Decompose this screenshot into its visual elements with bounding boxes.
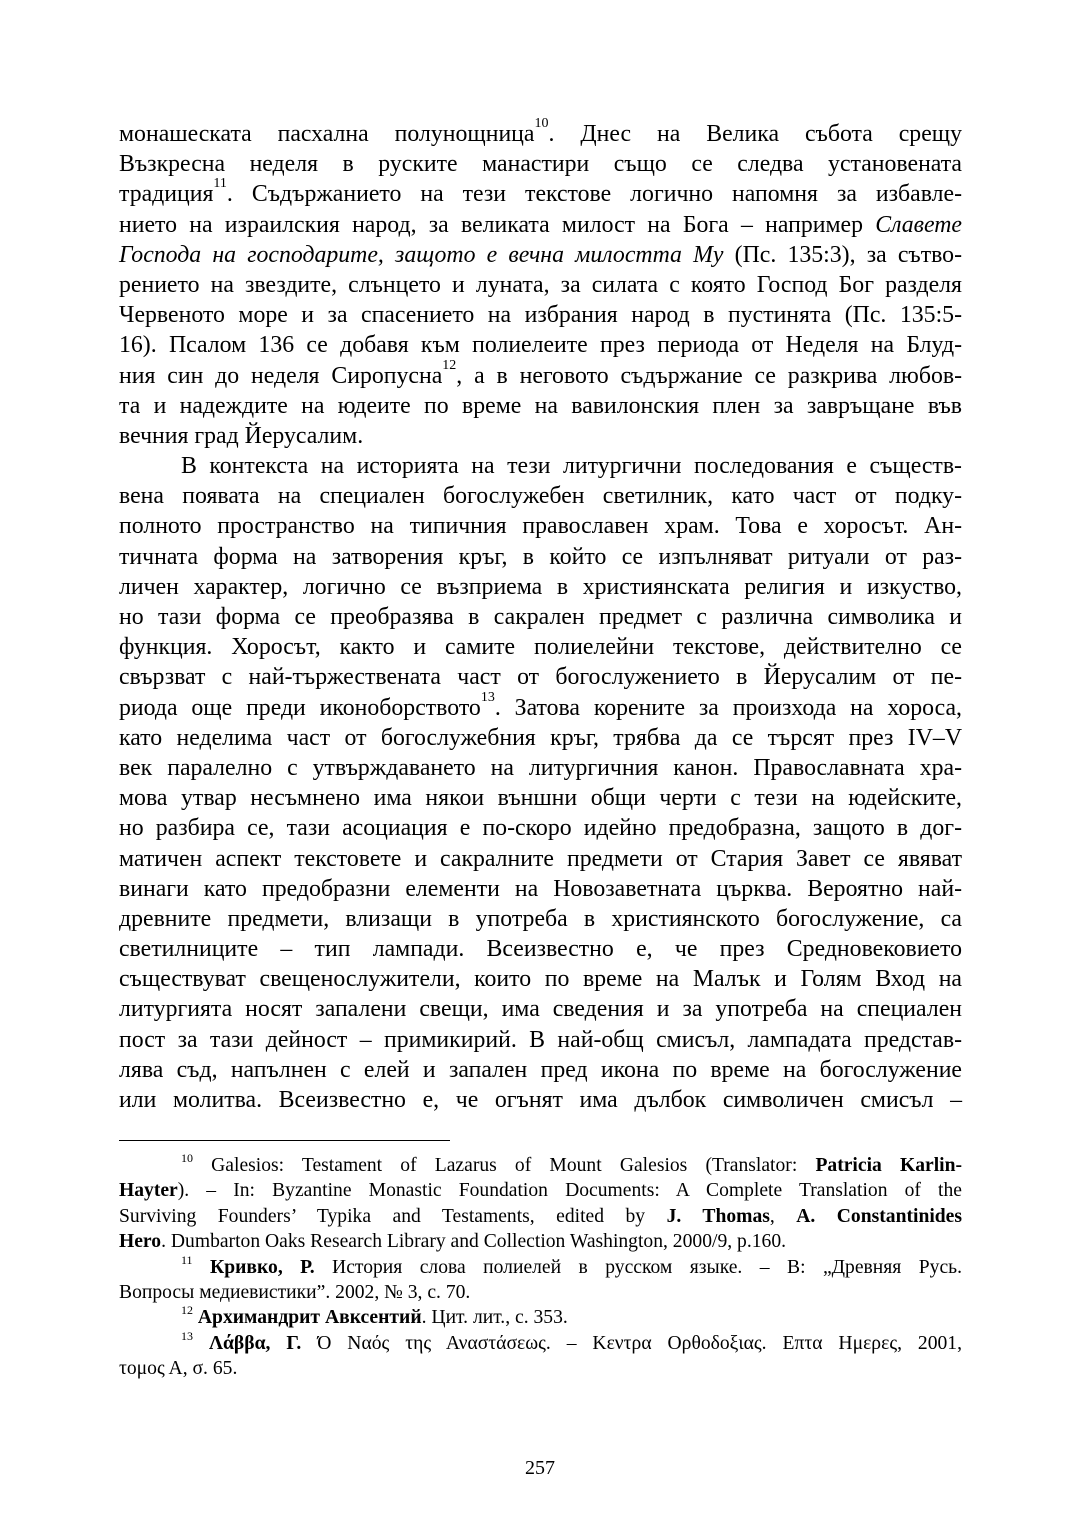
footnote-11: $^{11}$ Кривко, Р. История слова полиелей в русском языке. – В: „Древняя Русь. [181, 1252, 962, 1278]
author-name: Hero [119, 1231, 162, 1253]
footnote-12: $^{12}$ Архимандрит Авксентий. Цит. лит., с. 353. [181, 1303, 568, 1329]
text-line: полното пространство на типичния православен храм. Това е хоросът. Ан- [119, 513, 962, 540]
text-line: лява съд, напълнен с елей и запален пред икона по време на богослужение [119, 1056, 962, 1083]
footnote-ref-10[interactable]: 10 [534, 116, 549, 131]
text-line: век паралелно с утвърждаването на литургичния канон. Православната хра- [119, 754, 962, 781]
author-name: Patricia Karlin- [815, 1155, 963, 1176]
text-line: личен характер, логично се възприема в християнската религия и изкуство, [119, 573, 962, 600]
text-line: вечния град Йерусалим. [119, 422, 364, 449]
text-line: тичната форма на затворения кръг, в който се изпълняват ритуали от раз- [119, 543, 962, 570]
text-line: ния син до неделя Сиропусна$^{12}$, а в неговото съдържание се разкрива любов- [119, 357, 963, 389]
text-line: но тази форма се преобразява в сакрален предмет с различна символика и [119, 604, 962, 630]
text-line: пост за тази дейност – примикирий. В най-общ смисъл, лампадата представ- [119, 1026, 962, 1053]
text-line: та и надеждите на юдеите по време на вавилонския плен за завръщане във [119, 392, 962, 419]
text-line: светилниците – тип лампади. Всеизвестно е, че през Средновековието [119, 936, 962, 963]
text-line: вена появата на специален богослужебен светилник, като част от подку- [119, 483, 962, 510]
footnote-10: $^{10}$ Galesios: Testament of Lazarus of Mount Galesios (Translator: Patricia Karlin- [181, 1151, 963, 1176]
author-name: Λάββα, Γ. [208, 1332, 302, 1354]
author-name: A. Constantinides [796, 1205, 963, 1227]
text-line: но разбира се, тази асоциация е по-скоро идейно предобразна, защото в дог- [119, 815, 962, 842]
text-line: винаги като предобразни елементи на Новозаветната църква. Вероятно най- [119, 875, 962, 902]
footnote-ref-11[interactable]: 11 [213, 176, 227, 192]
footnote-13: $^{13}$ Λάββα, Γ. Ό Ναός της Αναστάσεως. – Κεντρα Ορθοδοξιας. Επτα Ημερες, 2001, [181, 1328, 962, 1354]
text-line: рението на звездите, слънцето и луната, за силата с която Господ Бог разделя [119, 271, 962, 298]
text-line: риода още преди иконоборството$^{13}$. Затова корените за произхода на хороса, [119, 689, 962, 721]
footnote-number: 10 [181, 1151, 193, 1165]
text-line: 16). Псалом 136 се добавя към полиелеите през периода от Неделя на Блуд- [119, 332, 962, 359]
footnote-ref-12[interactable]: 12 [442, 357, 457, 373]
text-line: Червеното море и за спасението на избрания народ в пустинята (Пс. 135:5- [119, 302, 962, 329]
text-line: Възкресна неделя в руските манастири също се следва установената [119, 151, 962, 178]
text-line: свързват с най-тържествената част от богослужението в Йерусалим от пе- [119, 664, 962, 691]
text-line: функция. Хоросът, както и самите полиелейни текстове, действително се [119, 634, 962, 661]
footnotes [119, 1153, 962, 1382]
footnote-number: 11 [181, 1252, 193, 1267]
text-line: матичен аспект текстовете и сакралните предмети от Стария Завет се явяват [119, 845, 962, 872]
footnote-line: Вопросы медиевистики”. 2002, № 3, с. 70. [119, 1281, 471, 1303]
italic-quote: Славете [875, 211, 962, 238]
paragraph-start-line: В контекста на историята на тези литургични последования е съществ- [181, 453, 962, 480]
footnote-number: 12 [181, 1303, 193, 1318]
footnote-divider [119, 1140, 450, 1141]
author-name: Кривко, Р. [210, 1256, 315, 1278]
footnote-line: Hero. Dumbarton Oaks Research Library and Collection Washington, 2000/9, p.160. [119, 1231, 787, 1253]
footnote-ref-13[interactable]: 13 [480, 689, 495, 705]
author-name: Hayter [119, 1180, 178, 1202]
text-line: съществуват свещенослужители, които по време на Малък и Голям Вход на [119, 966, 962, 993]
footnote-line: Hayter). – In: Byzantine Monastic Foundation Documents: A Complete Translation of the [119, 1180, 962, 1202]
italic-quote: Господа на господарите, защото е вечна милостта Му [119, 241, 724, 268]
body-text [119, 116, 963, 1115]
text-line: нието на израилския народ, за великата милост на Бога – например Славете [119, 211, 962, 238]
footnote-line: Surviving Founders’ Typika and Testaments, edited by J. Thomas, A. Constantinides [119, 1205, 963, 1227]
page-number: 257 [525, 1457, 555, 1479]
author-name: Архимандрит Авксентий [197, 1307, 422, 1329]
text-line: като неделима част от богослужебния кръг, трябва да се търсят през IV–V [119, 724, 962, 751]
footnote-number: 13 [181, 1328, 193, 1343]
text-line: традиция$^{11}$. Съдържанието на тези текстове логично напомня за избавле- [119, 176, 962, 208]
text-line: литургията носят запалени свещи, има сведения и за употреба на специален [119, 996, 962, 1023]
footnote-line: τομος Α, σ. 65. [119, 1358, 238, 1380]
author-name: J. Thomas [666, 1205, 770, 1227]
text-line: монашеската пасхална полунощница$^{10}$. Днес на Велика събота срещу [119, 116, 962, 147]
text-line: мова утвар несъмнено има някои външни общи черти с тези на юдейските, [119, 785, 962, 812]
text-line: Господа на господарите, защото е вечна милостта Му (Пс. 135:3), за сътво- [119, 241, 962, 268]
text-line: древните предмети, влизащи в употреба в християнското богослужение, са [119, 905, 962, 932]
text-line: или молитва. Всеизвестно е, че огънят има дълбок символичен смисъл – [119, 1087, 962, 1113]
